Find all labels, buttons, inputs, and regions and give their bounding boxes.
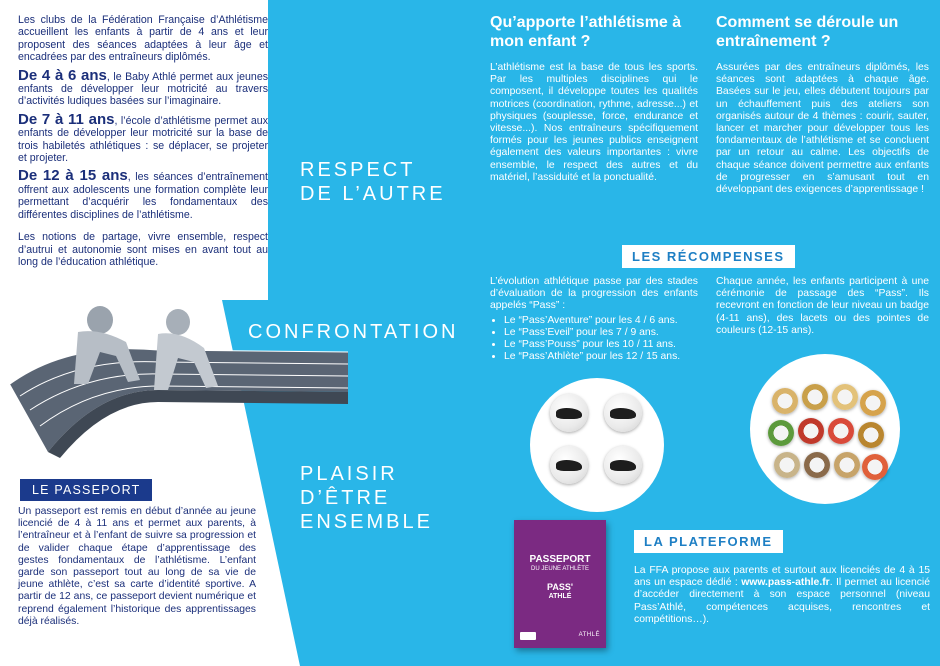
age-group-12-15: [18, 167, 268, 221]
pass-list: [490, 315, 698, 364]
medal-icon: [858, 422, 884, 448]
age1-title: De 4 à 6 ans: [18, 66, 107, 84]
child-head-2: [166, 309, 190, 335]
slogan-confrontation: CONFRONTATION: [248, 321, 459, 343]
slogan-plaisir: [300, 462, 433, 534]
slogan-plaisir-line3: ENSEMBLE: [300, 511, 433, 533]
spike-shoe-orange-icon: [604, 446, 642, 484]
plateforme-link[interactable]: www.pass-athle.fr: [741, 577, 830, 589]
passeport-badge: LE PASSEPORT: [20, 479, 152, 501]
plateforme-text: [634, 565, 930, 626]
slogan-plaisir-line1: PLAISIR: [300, 463, 398, 485]
slogan-respect: [300, 158, 446, 206]
medal-icon: [832, 384, 858, 410]
athletics-track-photo: [8, 292, 348, 462]
medal-icon: [774, 452, 800, 478]
recompenses-badge: LES RÉCOMPENSES: [622, 245, 795, 268]
spike-shoe-grey-icon: [550, 446, 588, 484]
medal-icon: [802, 384, 828, 410]
age3-text: , les séances d’entraînement offrent aux adolescents une formation complète leur permettant d’acquérir les fondamentaux des différentes disciplines de l’athlétisme.: [18, 171, 268, 221]
medal-icon: [804, 452, 830, 478]
spike-shoe-gold-icon: [604, 394, 642, 432]
booklet-title-line2: DU JEUNE ATHLÈTE: [531, 566, 589, 572]
medal-icon: [768, 420, 794, 446]
pass-item: • Le “Pass’Athlète” pour les 12 / 15 ans.: [504, 351, 698, 363]
values-text: Les notions de partage, vivre ensemble, respect d’autrui et autonomie sont mises en avant tout au long de l’éducation athlétique.: [18, 231, 268, 268]
entrainement-title: Comment se déroule un entraînement ?: [716, 14, 899, 50]
booklet-logo-line2: ATHLÉ: [548, 593, 572, 600]
booklet-title-line1: PASSEPORT: [529, 554, 591, 565]
entrainement-section: [716, 62, 929, 196]
recompenses-right: [716, 276, 929, 337]
plateforme-text-after: . Il permet au licencié d’accéder directement à son espace personnel (niveau Pass’Athlé, compétences acquises, rencontres et compétitions…).: [634, 577, 931, 625]
entrainement-text: Assurées par des entraîneurs diplômés, les séances sont adaptées à chaque âge. Basées sur le jeu, elles débutent toujours par un échauffement puis des ateliers son organisés autour de 4 thèmes : courir, sauter, lancer et marcher pour développer tous les fondamentaux de l’athlétisme et se concluent par un retour au calme. Les objectifs de chaque séance doivent permettre aux enfants de progresser en s’amusant tout en développant des exigences d’apprentissage !: [716, 62, 929, 196]
ffa-logo-icon: [520, 632, 536, 640]
passeport-section: [18, 506, 256, 628]
age2-text: , l’école d’athlétisme permet aux enfants de développer leur motricité sur la base de trois habiletés athlétiques : se déplacer, se projeter et projeter.: [18, 114, 268, 165]
pass-item: • Le “Pass’Pouss” pour les 10 / 11 ans.: [504, 339, 698, 351]
intro-text: Les clubs de la Fédération Française d’Athlétisme accueillent les enfants à partir de 4 ans et leur proposent des séances adaptées à leur âge et encadrées par des entraîneurs diplômés.: [18, 14, 268, 64]
passeport-text: Un passeport est remis en début d’année au jeune licencié de 4 à 11 ans et permet aux parents, à l’entraîneur et à l’enfant de suivre sa progression et de valider chaque étape d’apprentissage des gestes fondamentaux de l’athlétisme. L’enfant garde son passeport tout au long de sa vie de jeune athlète, c’est sa carte d’identité sportive. A partir de 12 ans, ce passeport devient numérique et reprend également l’historique des apprentissages déjà réalisés.: [18, 506, 256, 627]
recompenses-right-text: Chaque année, les enfants participent à une cérémonie de passage des “Pass”. Ils recevront en fonction de leur niveau un badge (4-11 ans), des lacets ou des pointes de couleurs (12-15 ans).: [716, 276, 929, 336]
medal-icon: [860, 390, 886, 416]
pass-item: • Le “Pass’Eveil” pour les 7 / 9 ans.: [504, 327, 698, 339]
medal-icon: [828, 418, 854, 444]
booklet-title: [514, 554, 606, 573]
spike-shoe-white-icon: [550, 394, 588, 432]
passport-booklet: [514, 520, 606, 648]
booklet-logo: [514, 582, 606, 602]
child-head-1: [87, 306, 113, 334]
badges-circle: [750, 354, 900, 504]
medal-icon: [834, 452, 860, 478]
apport-title: Qu’apporte l’athlétisme à mon enfant ?: [490, 14, 682, 50]
plateforme-section: [634, 565, 930, 626]
apport-text: L’athlétisme est la base de tous les sports. Par les multiples disciplines qui le composent, il développe toutes les qualités motrices (coordination, rythme, adresse...) et physiques (souplesse, force, endurance et vitesse...). Nos entraîneurs spécifiquement formés pour les jeunes publics enseignent également des valeurs importantes : vivre ensemble, le respect des autres et du matériel, l’assiduité et la ponctualité.: [490, 62, 698, 183]
medal-icon: [772, 388, 798, 414]
age3-title: De 12 à 15 ans: [18, 167, 128, 185]
slogan-respect-line1: RESPECT: [300, 159, 416, 181]
apport-section: [490, 62, 698, 184]
slogan-plaisir-line2: D’ÊTRE: [300, 487, 391, 509]
slogan-respect-line2: DE L’AUTRE: [300, 183, 446, 205]
recompenses-left: [490, 276, 698, 363]
booklet-logo-line1: PASS': [547, 582, 573, 592]
recompenses-intro: L’évolution athlétique passe par des stades d’évaluation de la progression des enfants appelés “Pass” :: [490, 276, 698, 312]
medal-icon: [862, 454, 888, 480]
pass-item: • Le “Pass’Aventure” pour les 4 / 6 ans.: [504, 315, 698, 327]
left-column: [18, 14, 268, 274]
age-group-7-11: [18, 110, 268, 165]
age2-title: De 7 à 11 ans: [18, 110, 115, 128]
medal-icon: [798, 418, 824, 444]
age1-text: , le Baby Athlé permet aux jeunes enfants de développer leur motricité au travers d’activités ludiques basées sur l’imaginaire.: [18, 70, 269, 108]
plateforme-text-before: La FFA propose aux parents et surtout aux licenciés de 4 à 15 ans un espace dédié :: [634, 565, 930, 589]
spikes-circle: [530, 378, 664, 512]
age-group-4-6: [18, 66, 269, 108]
booklet-footer: ATHLÉ: [578, 632, 600, 638]
plateforme-badge: LA PLATEFORME: [634, 530, 783, 553]
